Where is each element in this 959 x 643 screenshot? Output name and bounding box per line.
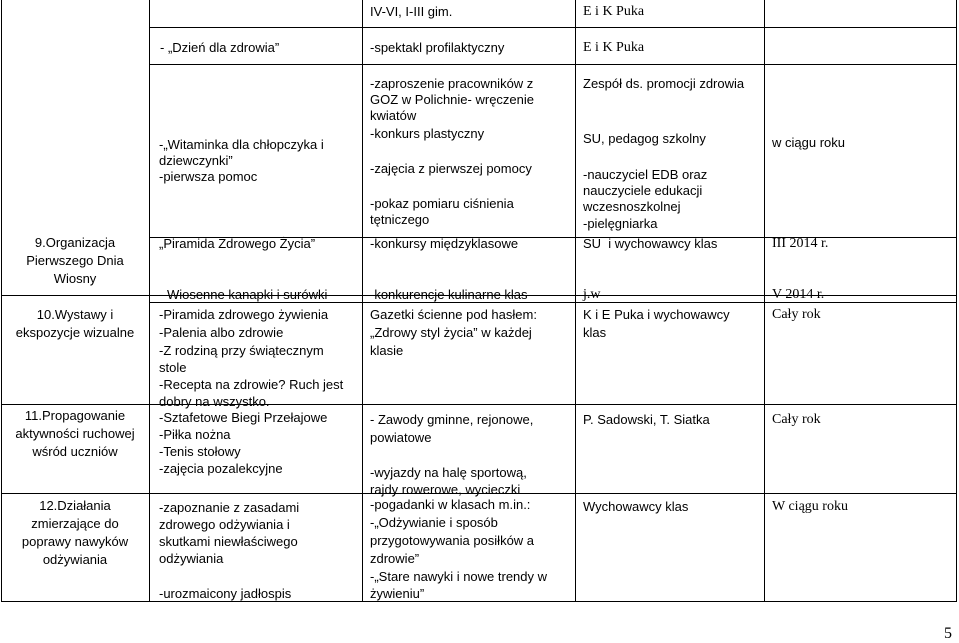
col-divider-1	[149, 0, 150, 602]
category-cell: wśród uczniów	[32, 444, 118, 459]
table-border-right	[956, 0, 957, 602]
classes-cell: IV-VI, I-III gim.	[370, 4, 453, 19]
date-cell: V 2014 r.	[772, 287, 825, 302]
activity-cell: -konkurs plastyczny	[370, 126, 485, 141]
task-cell: odżywiania	[159, 551, 224, 566]
responsible-cell: E i K Puka	[583, 40, 645, 55]
category-cell: poprawy nawyków	[21, 534, 129, 549]
task-cell: - Wiosenne kanapki i surówki	[159, 287, 328, 302]
responsible-cell: j.w	[583, 287, 601, 302]
activity-cell: -zaproszenie pracowników z	[370, 76, 534, 91]
responsible-cell: SU, pedagog szkolny	[583, 131, 706, 146]
task-cell: -zapoznanie z zasadami	[159, 500, 300, 515]
activity-cell: kwiatów	[370, 108, 417, 123]
task-cell: -Palenia albo zdrowie	[159, 325, 284, 340]
row-line	[1, 404, 957, 405]
task-cell: -Sztafetowe Biegi Przełajowe	[159, 410, 328, 425]
table-border-left	[1, 0, 2, 602]
task-cell: dziewczynki”	[159, 153, 233, 168]
responsible-cell: Zespół ds. promocji zdrowia	[583, 76, 745, 91]
responsible-cell: klas	[583, 325, 607, 340]
task-cell: -zajęcia pozalekcyjne	[159, 461, 283, 476]
task-cell: - „Dzień dla zdrowia”	[160, 40, 280, 55]
table-border-bottom	[1, 601, 957, 602]
date-cell: Cały rok	[772, 307, 821, 322]
category-cell: ekspozycje wizualne	[15, 325, 135, 340]
date-cell: Cały rok	[772, 412, 821, 427]
activity-cell: Gazetki ścienne pod hasłem:	[370, 307, 537, 322]
activity-cell: -pokaz pomiaru ciśnienia	[370, 196, 514, 211]
activity-cell: zdrowie”	[370, 551, 420, 566]
task-cell: -„Witaminka dla chłopczyka i	[159, 137, 324, 152]
responsible-cell: P. Sadowski, T. Siatka	[583, 412, 710, 427]
category-cell: Wiosny	[53, 271, 97, 286]
task-cell: -Recepta na zdrowie? Ruch jest	[159, 377, 344, 392]
responsible-cell: Wychowawcy klas	[583, 499, 689, 514]
activity-cell: „Zdrowy styl życia” w każdej	[370, 325, 532, 340]
task-cell: -Tenis stołowy	[159, 444, 241, 459]
category-cell: aktywności ruchowej	[15, 426, 135, 441]
row-line	[149, 27, 957, 28]
activity-cell: -zajęcia z pierwszej pomocy	[370, 161, 532, 176]
task-cell: -Piramida zdrowego żywienia	[159, 307, 329, 322]
activity-cell: przygotowywania posiłków a	[370, 533, 535, 548]
responsible-cell: nauczyciele edukacji	[583, 183, 703, 198]
date-cell: w ciągu roku	[772, 135, 845, 150]
activity-cell: klasie	[370, 343, 404, 358]
category-cell: 10.Wystawy i	[36, 307, 114, 322]
activity-cell: -wyjazdy na halę sportową,	[370, 465, 527, 480]
activity-cell: - Zawody gminne, rejonowe,	[370, 412, 534, 427]
responsible-cell: -nauczyciel EDB oraz	[583, 167, 708, 182]
activity-cell: GOZ w Polichnie- wręczenie	[370, 92, 534, 107]
responsible-cell: -pielęgniarka	[583, 216, 658, 231]
activity-cell: tętniczego	[370, 212, 430, 227]
task-cell: zdrowego odżywiania i	[159, 517, 290, 532]
category-cell: 9.Organizacja	[34, 235, 116, 250]
responsible-cell: E i K Puka	[583, 4, 645, 19]
activity-cell: -spektakl profilaktyczny	[370, 40, 505, 55]
task-cell: -pierwsza pomoc	[159, 169, 258, 184]
col-divider-2	[362, 0, 363, 602]
task-cell: dobry na wszystko.	[159, 394, 270, 409]
task-cell: -Z rodziną przy świątecznym	[159, 343, 324, 358]
col-divider-3	[575, 0, 576, 602]
activity-cell: -„Stare nawyki i nowe trendy w	[370, 569, 548, 584]
responsible-cell: wczesnoszkolnej	[583, 199, 681, 214]
activity-cell: żywieniu”	[370, 586, 425, 601]
date-cell: W ciągu roku	[772, 499, 848, 514]
col-divider-4	[764, 0, 765, 602]
activity-cell: powiatowe	[370, 430, 432, 445]
responsible-cell: SU i wychowawcy klas	[583, 236, 718, 251]
category-cell: odżywiania	[42, 552, 108, 567]
activity-cell: -pogadanki w klasach m.in.:	[370, 497, 531, 512]
responsible-cell: K i E Puka i wychowawcy	[583, 307, 730, 322]
task-cell: -urozmaicony jadłospis	[159, 586, 292, 601]
task-cell: „Piramida Zdrowego Życia”	[159, 236, 316, 251]
category-cell: 11.Propagowanie	[24, 408, 126, 423]
category-cell: Pierwszego Dnia	[26, 253, 124, 268]
date-cell: III 2014 r.	[772, 236, 829, 251]
category-cell: 12.Działania	[39, 498, 111, 513]
task-cell: stole	[159, 360, 187, 375]
activity-cell: -konkurencje kulinarne klas	[370, 287, 528, 302]
category-cell: zmierzające do	[31, 516, 119, 531]
activity-cell: -konkursy międzyklasowe	[370, 236, 519, 251]
row-line	[149, 64, 957, 65]
page-number: 5	[944, 625, 952, 642]
activity-cell: rajdy rowerowe, wycieczki	[370, 482, 521, 497]
activity-cell: -„Odżywianie i sposób	[370, 515, 498, 530]
task-cell: -Piłka nożna	[159, 427, 231, 442]
task-cell: skutkami niewłaściwego	[159, 534, 298, 549]
